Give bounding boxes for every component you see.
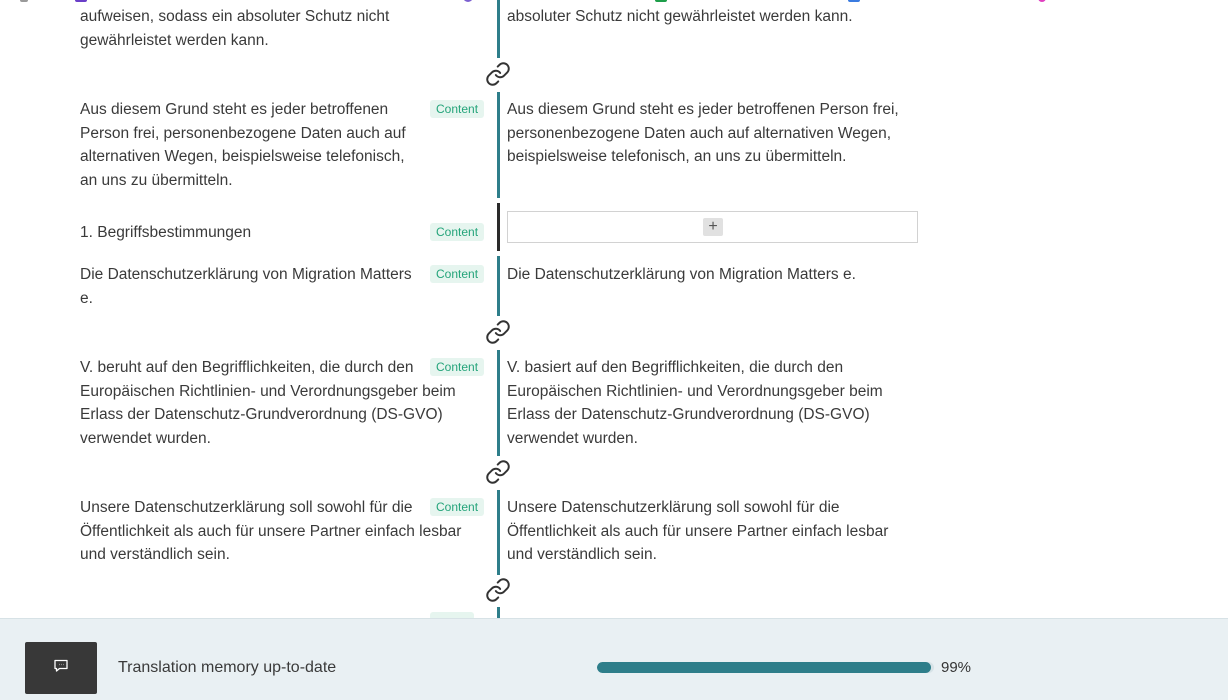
content-tag: Content [430, 100, 484, 118]
segment-divider [497, 92, 500, 198]
segment-source-text[interactable]: Die Datenschutzerklärung von Migration Matters e. [80, 266, 412, 307]
segment-source-text[interactable]: Unsere Datenschutzerklärung soll sowohl für die Öffentlichkeit als auch für unsere Partner einfach lesbar und verständlich sein. [80, 499, 462, 563]
segment-divider [497, 350, 500, 456]
progress-bar [597, 662, 934, 673]
segment-target-text[interactable]: Die Datenschutzerklärung von Migration Matters e. [507, 266, 856, 283]
top-toolbar-remnant [0, 0, 1228, 4]
segment-divider [497, 607, 500, 618]
link-icon[interactable] [485, 459, 511, 485]
link-icon[interactable] [485, 61, 511, 87]
content-tag: Content [430, 265, 484, 283]
link-icon[interactable] [485, 577, 511, 603]
segment-source-text[interactable]: 1. Begriffsbestimmungen [80, 224, 252, 241]
link-icon[interactable] [485, 319, 511, 345]
segment-source-text[interactable]: V. beruht auf den Begrifflichkeiten, die durch den Europäischen Richtlinien- und Verordnungsgeber beim Erlass der Datenschutz-Grundverordnung (DS-GVO) verwendet wurden. [80, 359, 456, 447]
segment-divider [497, 0, 500, 58]
add-translation-button[interactable]: + [703, 218, 723, 236]
chat-icon [53, 658, 69, 674]
progress-bar-fill [597, 662, 931, 673]
segment-divider [497, 256, 500, 316]
segment-divider [497, 490, 500, 575]
memory-status-text: Translation memory up-to-date [118, 659, 337, 676]
segment-source-text[interactable]: Aus diesem Grund steht es jeder betroffenen Person frei, personenbezogene Daten auch auf alternativen Wegen, beispielsweise telefonisch, an uns zu übermitteln. [80, 101, 406, 189]
target-input-empty[interactable] [507, 211, 918, 243]
comments-button[interactable] [25, 642, 97, 694]
content-tag: Content [430, 358, 484, 376]
segment-source-text[interactable]: aufweisen, sodass ein absoluter Schutz nicht gewährleistet werden kann. [80, 8, 390, 49]
segment-target-text[interactable]: Unsere Datenschutzerklärung soll sowohl für die Öffentlichkeit als auch für unsere Partner einfach lesbar und verständlich sein. [507, 499, 889, 563]
segment-target-text[interactable]: absoluter Schutz nicht gewährleistet werden kann. [507, 8, 853, 25]
segment-target-text[interactable]: V. basiert auf den Begrifflichkeiten, die durch den Europäischen Richtlinien- und Verordnungsgeber beim Erlass der Datenschutz-Grundverordnung (DS-GVO) verwendet wurden. [507, 359, 883, 447]
segment-target-text[interactable]: Aus diesem Grund steht es jeder betroffenen Person frei, personenbezogene Daten auch auf alternativen Wegen, beispielsweise telefonisch, an uns zu übermitteln. [507, 101, 899, 165]
status-bar [0, 618, 1228, 700]
content-tag: Content [430, 223, 484, 241]
progress-percent: 99% [941, 659, 972, 676]
content-tag: Content [430, 498, 484, 516]
segment-divider-active [497, 203, 500, 251]
